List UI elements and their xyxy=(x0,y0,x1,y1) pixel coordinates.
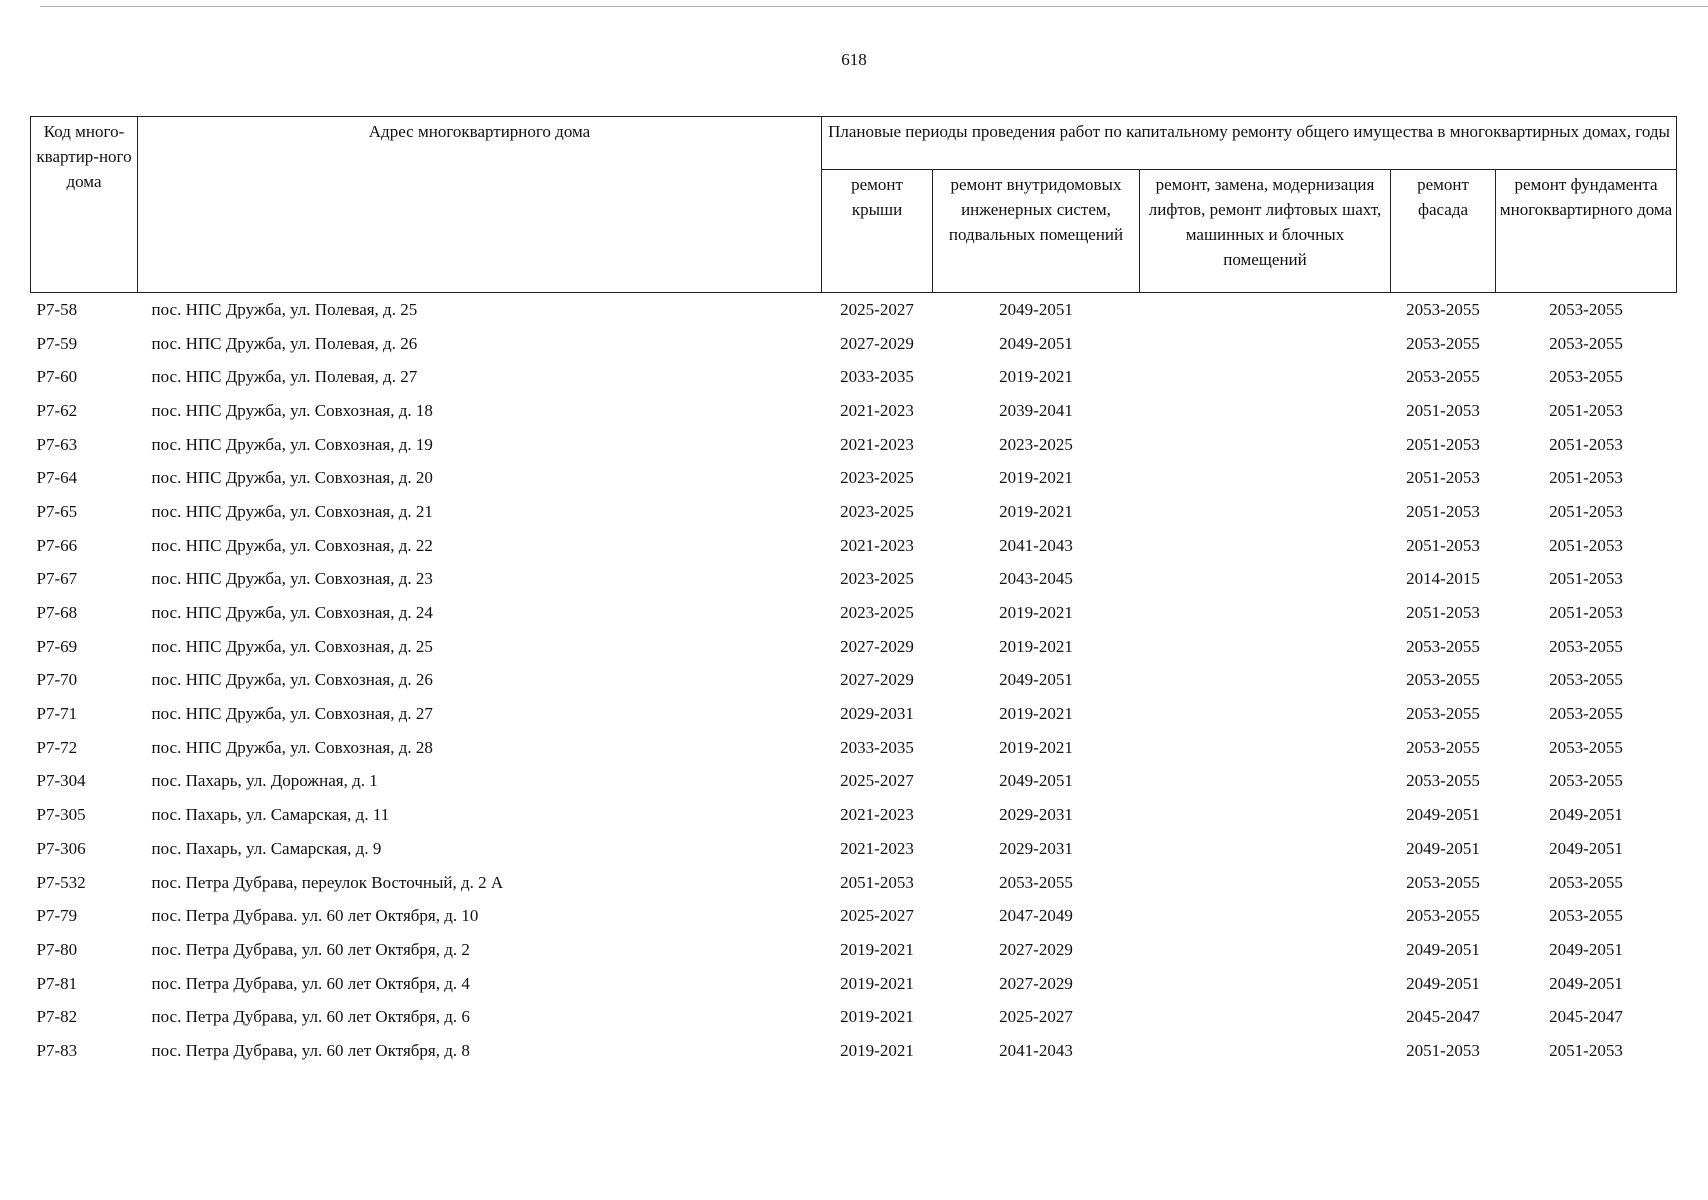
page-number: 618 xyxy=(841,50,867,69)
table-row xyxy=(31,495,1677,529)
cell-foundation: 2051-2053 xyxy=(1549,468,1623,488)
cell-engineering: 2049-2051 xyxy=(999,299,1073,319)
cell-elevators xyxy=(1140,394,1391,428)
cell-foundation: 2051-2053 xyxy=(1549,535,1623,555)
cell-engineering: 2027-2029 xyxy=(999,973,1073,993)
cell-code: Р7-60 xyxy=(36,367,78,387)
table-row xyxy=(31,461,1677,495)
table-header xyxy=(31,117,1677,293)
table-row xyxy=(31,967,1677,1001)
cell-foundation: 2051-2053 xyxy=(1549,400,1623,420)
cell-engineering: 2027-2029 xyxy=(999,939,1073,959)
cell-code: Р7-70 xyxy=(36,670,78,690)
cell-roof: 2021-2023 xyxy=(840,535,914,555)
table-row xyxy=(31,327,1677,361)
cell-facade: 2051-2053 xyxy=(1406,1040,1480,1060)
table-row xyxy=(31,798,1677,832)
table-row xyxy=(31,360,1677,394)
table-row xyxy=(31,697,1677,731)
cell-address: пос. НПС Дружба, ул. Совхозная, д. 21 xyxy=(151,501,433,521)
table-row xyxy=(31,866,1677,900)
cell-roof: 2033-2035 xyxy=(840,367,914,387)
cell-engineering: 2049-2051 xyxy=(999,771,1073,791)
table-row xyxy=(31,394,1677,428)
table-row xyxy=(31,933,1677,967)
cell-elevators xyxy=(1140,293,1391,327)
cell-engineering: 2019-2021 xyxy=(999,367,1073,387)
cell-facade: 2053-2055 xyxy=(1406,704,1480,724)
cell-facade: 2014-2015 xyxy=(1406,569,1480,589)
cell-facade: 2051-2053 xyxy=(1406,603,1480,623)
cell-elevators xyxy=(1140,866,1391,900)
cell-elevators xyxy=(1140,832,1391,866)
cell-foundation: 2051-2053 xyxy=(1549,434,1623,454)
cell-code: Р7-65 xyxy=(36,501,78,521)
header-periods-group: Плановые периоды проведения работ по капитальному ремонту общего имущества в многоквартирных домах, годы xyxy=(822,117,1677,170)
table-row xyxy=(31,1000,1677,1034)
table-row xyxy=(31,832,1677,866)
cell-foundation: 2053-2055 xyxy=(1549,367,1623,387)
cell-roof: 2019-2021 xyxy=(840,939,914,959)
cell-code: Р7-305 xyxy=(36,805,86,825)
cell-foundation: 2053-2055 xyxy=(1549,704,1623,724)
cell-code: Р7-80 xyxy=(36,939,78,959)
cell-roof: 2021-2023 xyxy=(840,434,914,454)
cell-code: Р7-59 xyxy=(36,333,78,353)
cell-facade: 2053-2055 xyxy=(1406,872,1480,892)
cell-roof: 2019-2021 xyxy=(840,1040,914,1060)
cell-code: Р7-66 xyxy=(36,535,78,555)
cell-address: пос. Пахарь, ул. Самарская, д. 9 xyxy=(151,838,382,858)
cell-roof: 2051-2053 xyxy=(840,872,914,892)
cell-facade: 2053-2055 xyxy=(1406,367,1480,387)
cell-roof: 2025-2027 xyxy=(840,906,914,926)
cell-engineering: 2019-2021 xyxy=(999,636,1073,656)
cell-address: пос. НПС Дружба, ул. Совхозная, д. 23 xyxy=(151,569,433,589)
cell-facade: 2051-2053 xyxy=(1406,434,1480,454)
cell-address: пос. Петра Дубрава. ул. 60 лет Октября, д. 10 xyxy=(151,906,479,926)
cell-elevators xyxy=(1140,563,1391,597)
cell-engineering: 2019-2021 xyxy=(999,737,1073,757)
cell-roof: 2019-2021 xyxy=(840,1007,914,1027)
cell-code: Р7-81 xyxy=(36,973,78,993)
cell-facade: 2053-2055 xyxy=(1406,737,1480,757)
top-rule xyxy=(40,6,1708,7)
cell-code: Р7-68 xyxy=(36,603,78,623)
cell-code: Р7-79 xyxy=(36,906,78,926)
cell-code: Р7-82 xyxy=(36,1007,78,1027)
cell-engineering: 2049-2051 xyxy=(999,333,1073,353)
cell-address: пос. НПС Дружба, ул. Полевая, д. 26 xyxy=(151,333,418,353)
cell-elevators xyxy=(1140,1034,1391,1068)
cell-code: Р7-72 xyxy=(36,737,78,757)
cell-engineering: 2047-2049 xyxy=(999,906,1073,926)
cell-address: пос. НПС Дружба, ул. Совхозная, д. 24 xyxy=(151,603,433,623)
cell-code: Р7-69 xyxy=(36,636,78,656)
cell-elevators xyxy=(1140,765,1391,799)
cell-foundation: 2053-2055 xyxy=(1549,771,1623,791)
cell-elevators xyxy=(1140,529,1391,563)
cell-address: пос. НПС Дружба, ул. Совхозная, д. 28 xyxy=(151,737,433,757)
cell-elevators xyxy=(1140,967,1391,1001)
cell-facade: 2053-2055 xyxy=(1406,299,1480,319)
table-row xyxy=(31,596,1677,630)
cell-elevators xyxy=(1140,1000,1391,1034)
repair-schedule-table xyxy=(30,116,1677,1068)
cell-roof: 2023-2025 xyxy=(840,468,914,488)
cell-address: пос. Петра Дубрава, переулок Восточный, д. 2 А xyxy=(151,872,504,892)
cell-code: Р7-532 xyxy=(36,872,86,892)
cell-roof: 2021-2023 xyxy=(840,805,914,825)
cell-foundation: 2049-2051 xyxy=(1549,805,1623,825)
header-address: Адрес многоквартирного дома xyxy=(138,117,822,293)
header-elevators: ремонт, замена, модернизация лифтов, ремонт лифтовых шахт, машинных и блочных помещений xyxy=(1140,170,1391,293)
cell-engineering: 2023-2025 xyxy=(999,434,1073,454)
table-row xyxy=(31,664,1677,698)
table-row xyxy=(31,630,1677,664)
cell-facade: 2049-2051 xyxy=(1406,838,1480,858)
cell-foundation: 2051-2053 xyxy=(1549,603,1623,623)
header-foundation: ремонт фундамента многоквартирного дома xyxy=(1496,170,1677,293)
cell-roof: 2023-2025 xyxy=(840,501,914,521)
cell-facade: 2051-2053 xyxy=(1406,501,1480,521)
cell-roof: 2029-2031 xyxy=(840,704,914,724)
cell-address: пос. Петра Дубрава, ул. 60 лет Октября, д. 6 xyxy=(151,1007,470,1027)
cell-address: пос. Петра Дубрава, ул. 60 лет Октября, д. 4 xyxy=(151,973,470,993)
cell-elevators xyxy=(1140,360,1391,394)
table-row xyxy=(31,731,1677,765)
header-facade: ремонт фасада xyxy=(1391,170,1496,293)
cell-code: Р7-71 xyxy=(36,704,78,724)
cell-engineering: 2041-2043 xyxy=(999,1040,1073,1060)
cell-foundation: 2049-2051 xyxy=(1549,973,1623,993)
table-row xyxy=(31,428,1677,462)
cell-engineering: 2029-2031 xyxy=(999,838,1073,858)
cell-foundation: 2053-2055 xyxy=(1549,636,1623,656)
cell-elevators xyxy=(1140,596,1391,630)
cell-address: пос. НПС Дружба, ул. Совхозная, д. 20 xyxy=(151,468,433,488)
cell-engineering: 2029-2031 xyxy=(999,805,1073,825)
cell-engineering: 2043-2045 xyxy=(999,569,1073,589)
table-row xyxy=(31,1034,1677,1068)
cell-code: Р7-306 xyxy=(36,838,86,858)
header-row-top xyxy=(31,117,1677,170)
cell-engineering: 2053-2055 xyxy=(999,872,1073,892)
cell-address: пос. НПС Дружба, ул. Совхозная, д. 26 xyxy=(151,670,433,690)
cell-foundation: 2053-2055 xyxy=(1549,737,1623,757)
cell-facade: 2053-2055 xyxy=(1406,333,1480,353)
cell-elevators xyxy=(1140,664,1391,698)
table-row xyxy=(31,765,1677,799)
cell-roof: 2027-2029 xyxy=(840,670,914,690)
cell-address: пос. НПС Дружба, ул. Совхозная, д. 22 xyxy=(151,535,433,555)
cell-facade: 2053-2055 xyxy=(1406,636,1480,656)
cell-facade: 2045-2047 xyxy=(1406,1007,1480,1027)
cell-roof: 2025-2027 xyxy=(840,771,914,791)
cell-foundation: 2051-2053 xyxy=(1549,1040,1623,1060)
cell-foundation: 2051-2053 xyxy=(1549,569,1623,589)
cell-elevators xyxy=(1140,697,1391,731)
cell-address: пос. НПС Дружба, ул. Полевая, д. 25 xyxy=(151,299,418,319)
cell-code: Р7-63 xyxy=(36,434,78,454)
cell-address: пос. НПС Дружба, ул. Совхозная, д. 19 xyxy=(151,434,433,454)
cell-address: пос. НПС Дружба, ул. Полевая, д. 27 xyxy=(151,367,418,387)
cell-engineering: 2039-2041 xyxy=(999,400,1073,420)
cell-address: пос. Пахарь, ул. Самарская, д. 11 xyxy=(151,805,390,825)
cell-roof: 2023-2025 xyxy=(840,569,914,589)
cell-foundation: 2053-2055 xyxy=(1549,872,1623,892)
cell-foundation: 2053-2055 xyxy=(1549,670,1623,690)
cell-facade: 2049-2051 xyxy=(1406,805,1480,825)
cell-facade: 2051-2053 xyxy=(1406,468,1480,488)
cell-foundation: 2053-2055 xyxy=(1549,299,1623,319)
cell-engineering: 2019-2021 xyxy=(999,468,1073,488)
cell-foundation: 2049-2051 xyxy=(1549,838,1623,858)
cell-code: Р7-64 xyxy=(36,468,78,488)
cell-foundation: 2051-2053 xyxy=(1549,501,1623,521)
cell-elevators xyxy=(1140,461,1391,495)
header-roof: ремонт крыши xyxy=(822,170,933,293)
cell-address: пос. Пахарь, ул. Дорожная, д. 1 xyxy=(151,771,378,791)
cell-foundation: 2053-2055 xyxy=(1549,906,1623,926)
cell-engineering: 2019-2021 xyxy=(999,603,1073,623)
table-row xyxy=(31,293,1677,327)
cell-elevators xyxy=(1140,731,1391,765)
cell-engineering: 2041-2043 xyxy=(999,535,1073,555)
header-code: Код много-квартир-ного дома xyxy=(31,117,138,293)
cell-roof: 2021-2023 xyxy=(840,400,914,420)
cell-facade: 2053-2055 xyxy=(1406,670,1480,690)
cell-address: пос. НПС Дружба, ул. Совхозная, д. 27 xyxy=(151,704,433,724)
table-row xyxy=(31,899,1677,933)
cell-address: пос. НПС Дружба, ул. Совхозная, д. 25 xyxy=(151,636,433,656)
cell-facade: 2051-2053 xyxy=(1406,400,1480,420)
cell-roof: 2025-2027 xyxy=(840,299,914,319)
cell-facade: 2051-2053 xyxy=(1406,535,1480,555)
cell-elevators xyxy=(1140,428,1391,462)
cell-facade: 2053-2055 xyxy=(1406,771,1480,791)
cell-engineering: 2025-2027 xyxy=(999,1007,1073,1027)
cell-engineering: 2019-2021 xyxy=(999,704,1073,724)
cell-roof: 2021-2023 xyxy=(840,838,914,858)
cell-elevators xyxy=(1140,933,1391,967)
cell-facade: 2049-2051 xyxy=(1406,973,1480,993)
cell-facade: 2049-2051 xyxy=(1406,939,1480,959)
table-row xyxy=(31,563,1677,597)
cell-elevators xyxy=(1140,798,1391,832)
cell-address: пос. Петра Дубрава, ул. 60 лет Октября, д. 8 xyxy=(151,1040,470,1060)
cell-code: Р7-67 xyxy=(36,569,78,589)
cell-roof: 2033-2035 xyxy=(840,737,914,757)
cell-roof: 2019-2021 xyxy=(840,973,914,993)
cell-elevators xyxy=(1140,495,1391,529)
cell-code: Р7-58 xyxy=(36,299,78,319)
cell-code: Р7-62 xyxy=(36,400,78,420)
cell-roof: 2027-2029 xyxy=(840,333,914,353)
cell-roof: 2023-2025 xyxy=(840,603,914,623)
cell-facade: 2053-2055 xyxy=(1406,906,1480,926)
cell-roof: 2027-2029 xyxy=(840,636,914,656)
cell-elevators xyxy=(1140,899,1391,933)
cell-code: Р7-304 xyxy=(36,771,86,791)
cell-engineering: 2049-2051 xyxy=(999,670,1073,690)
cell-address: пос. Петра Дубрава, ул. 60 лет Октября, д. 2 xyxy=(151,939,470,959)
header-engineering: ремонт внутридомовых инженерных систем, подвальных помещений xyxy=(933,170,1140,293)
cell-code: Р7-83 xyxy=(36,1040,78,1060)
cell-elevators xyxy=(1140,630,1391,664)
cell-foundation: 2053-2055 xyxy=(1549,333,1623,353)
cell-engineering: 2019-2021 xyxy=(999,501,1073,521)
cell-foundation: 2045-2047 xyxy=(1549,1007,1623,1027)
cell-foundation: 2049-2051 xyxy=(1549,939,1623,959)
table-body xyxy=(31,293,1677,1068)
cell-address: пос. НПС Дружба, ул. Совхозная, д. 18 xyxy=(151,400,433,420)
table-row xyxy=(31,529,1677,563)
cell-elevators xyxy=(1140,327,1391,361)
